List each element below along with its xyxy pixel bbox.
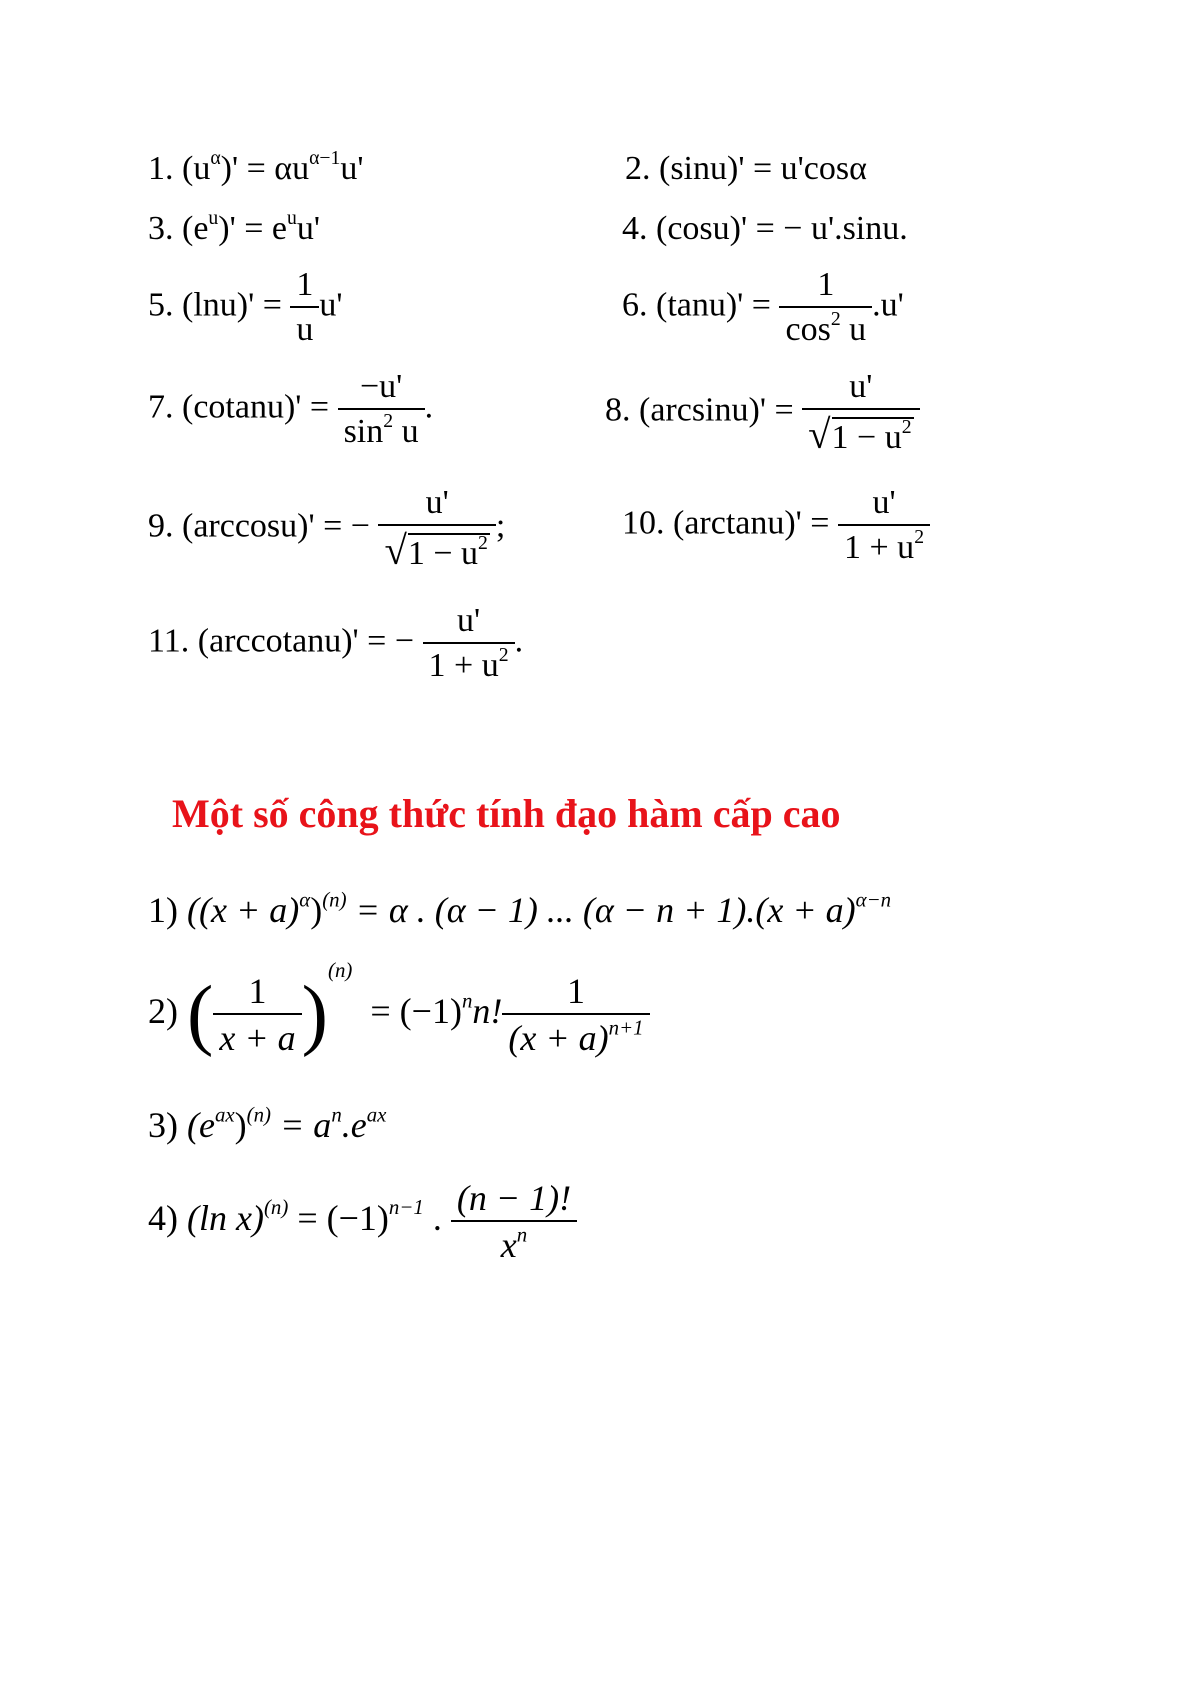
formula-label: 6. bbox=[622, 286, 648, 324]
numerator: 1 bbox=[296, 266, 314, 303]
denominator bbox=[338, 408, 425, 449]
formula-1 bbox=[148, 147, 364, 187]
right-paren-icon: ) bbox=[301, 970, 329, 1059]
numerator: −u' bbox=[359, 368, 403, 405]
radicand bbox=[832, 417, 914, 456]
superscript: α bbox=[210, 147, 221, 170]
denominator bbox=[451, 1220, 577, 1263]
formula-text: ) bbox=[310, 890, 323, 930]
superscript: n+1 bbox=[608, 1015, 644, 1040]
superscript: 2 bbox=[498, 644, 509, 667]
superscript: (n) bbox=[246, 1102, 272, 1127]
formula-text: = a bbox=[271, 1105, 332, 1145]
formula-text: )' = e bbox=[218, 210, 287, 247]
fraction bbox=[213, 971, 301, 1059]
formula-label: 7. bbox=[148, 388, 174, 426]
formula-text: (arccosu)' = − bbox=[182, 507, 370, 545]
denominator bbox=[802, 408, 919, 456]
superscript: 2 bbox=[383, 410, 394, 433]
numerator: (n − 1)! bbox=[456, 1178, 572, 1218]
denominator-text: cos bbox=[785, 311, 831, 348]
numerator: u' bbox=[849, 368, 873, 405]
denominator bbox=[502, 1013, 649, 1059]
numerator: 1 bbox=[248, 971, 267, 1012]
formula-text: (cotanu)' = bbox=[182, 388, 330, 426]
superscript: ax bbox=[366, 1102, 387, 1127]
formula-5 bbox=[148, 268, 343, 347]
formula-text: . bbox=[514, 622, 524, 660]
denominator-text: sin bbox=[343, 413, 384, 450]
denominator bbox=[378, 524, 495, 572]
fraction bbox=[378, 486, 495, 572]
formula-text: u' bbox=[296, 210, 320, 247]
sqrt-icon: √ bbox=[808, 412, 831, 457]
formula-label: 3. bbox=[148, 210, 174, 247]
formula-text: (cosu)' = − u'.sinu. bbox=[656, 210, 908, 247]
superscript: 2 bbox=[914, 526, 925, 549]
radicand bbox=[408, 533, 490, 572]
fraction bbox=[290, 268, 319, 347]
denominator-text: 1 − u bbox=[831, 419, 902, 456]
higher-formula-1 bbox=[148, 887, 892, 930]
formula-label: 9. bbox=[148, 507, 174, 545]
superscript: (n) bbox=[322, 887, 347, 912]
formula-8 bbox=[605, 370, 920, 456]
formula-text: . bbox=[424, 388, 434, 426]
fraction bbox=[423, 604, 515, 683]
formula-text: = (−1) bbox=[370, 990, 462, 1031]
formula-10 bbox=[622, 486, 930, 565]
denominator bbox=[779, 306, 872, 347]
formula-label: 5. bbox=[148, 286, 174, 324]
denominator bbox=[838, 524, 930, 565]
formula-text: (arcsinu)' = bbox=[639, 391, 794, 429]
formula-text: (arctanu)' = bbox=[673, 504, 830, 542]
formula-text: u' bbox=[319, 286, 343, 324]
formula-text: ((x + a) bbox=[187, 890, 300, 930]
denominator-text: u bbox=[393, 413, 419, 450]
superscript: 2 bbox=[478, 532, 488, 555]
fraction bbox=[779, 268, 872, 347]
higher-formula-4 bbox=[148, 1180, 577, 1263]
formula-label: 4. bbox=[622, 210, 648, 247]
formula-text: (e bbox=[182, 210, 209, 247]
superscript: (n) bbox=[328, 958, 353, 982]
superscript: 2 bbox=[901, 416, 912, 439]
denominator-text: 1 + u bbox=[844, 529, 915, 566]
superscript: n bbox=[331, 1102, 342, 1127]
formula-text: (arccotanu)' = − bbox=[197, 622, 415, 660]
formula-text: ; bbox=[495, 507, 506, 545]
denominator-text: 1 + u bbox=[428, 647, 499, 684]
denominator bbox=[423, 642, 515, 683]
formula-text: (lnu)' = bbox=[182, 286, 282, 324]
sqrt-icon: √ bbox=[384, 528, 407, 573]
numerator: u' bbox=[456, 602, 481, 639]
formula-11 bbox=[148, 604, 523, 683]
formula-text: ) bbox=[234, 1105, 247, 1145]
superscript: α−1 bbox=[309, 147, 341, 170]
formula-label: 2) bbox=[148, 990, 178, 1031]
formula-3 bbox=[148, 207, 320, 247]
formula-label: 11. bbox=[148, 622, 190, 660]
fraction bbox=[338, 370, 425, 449]
fraction bbox=[838, 486, 930, 565]
formula-2 bbox=[625, 152, 867, 186]
numerator: u' bbox=[425, 484, 449, 521]
denominator-text: x bbox=[500, 1225, 517, 1265]
formula-label: 4) bbox=[148, 1197, 178, 1238]
numerator: u' bbox=[872, 484, 896, 521]
formula-text: )' = αu bbox=[220, 150, 310, 187]
formula-7 bbox=[148, 370, 433, 449]
superscript: (n) bbox=[263, 1195, 289, 1220]
formula-text: . bbox=[423, 1197, 442, 1238]
superscript: n−1 bbox=[388, 1195, 424, 1220]
superscript: u bbox=[287, 207, 297, 230]
denominator-text: u bbox=[840, 311, 867, 348]
denominator-text: (x + a) bbox=[508, 1018, 609, 1059]
denominator-text: 1 − u bbox=[407, 535, 479, 572]
fraction bbox=[502, 971, 649, 1059]
formula-label: 2. bbox=[625, 150, 651, 187]
formula-text: .u' bbox=[872, 286, 904, 324]
formula-text: (u bbox=[182, 150, 211, 187]
formula-text: = (−1) bbox=[288, 1197, 389, 1238]
formula-9 bbox=[148, 486, 505, 572]
superscript: 2 bbox=[830, 308, 841, 331]
formula-6 bbox=[622, 268, 904, 347]
fraction bbox=[802, 370, 919, 456]
left-paren-icon: ( bbox=[187, 970, 214, 1059]
formula-label: 3) bbox=[148, 1105, 178, 1145]
formula-text: .e bbox=[341, 1105, 367, 1145]
formula-text: (sinu)' = u'cosα bbox=[659, 150, 867, 187]
higher-formula-3 bbox=[148, 1102, 387, 1145]
superscript: u bbox=[208, 207, 219, 230]
denominator: x + a bbox=[213, 1013, 301, 1056]
formula-label: 10. bbox=[622, 504, 665, 542]
numerator: 1 bbox=[567, 971, 586, 1012]
formula-text: = α . (α − 1) ... (α − n + 1).(x + a) bbox=[346, 890, 856, 930]
formula-text: (e bbox=[187, 1105, 215, 1145]
superscript: α bbox=[299, 887, 311, 912]
formula-text: (tanu)' = bbox=[656, 286, 771, 324]
superscript: ax bbox=[214, 1102, 235, 1127]
formula-label: 8. bbox=[605, 391, 631, 429]
numerator: 1 bbox=[817, 266, 835, 303]
denominator: u bbox=[290, 306, 319, 347]
formula-label: 1) bbox=[148, 890, 178, 930]
fraction bbox=[451, 1180, 577, 1263]
superscript: α−n bbox=[855, 887, 892, 912]
section-title: Một số công thức tính đạo hàm cấp cao bbox=[172, 791, 841, 836]
formula-text: n! bbox=[472, 990, 503, 1031]
formula-text: (ln x) bbox=[187, 1197, 264, 1238]
formula-text: u' bbox=[340, 150, 364, 187]
higher-formula-2 bbox=[148, 958, 650, 1059]
formula-4 bbox=[622, 212, 908, 246]
superscript: n bbox=[516, 1222, 528, 1247]
formula-label: 1. bbox=[148, 150, 174, 187]
superscript: n bbox=[461, 988, 473, 1013]
